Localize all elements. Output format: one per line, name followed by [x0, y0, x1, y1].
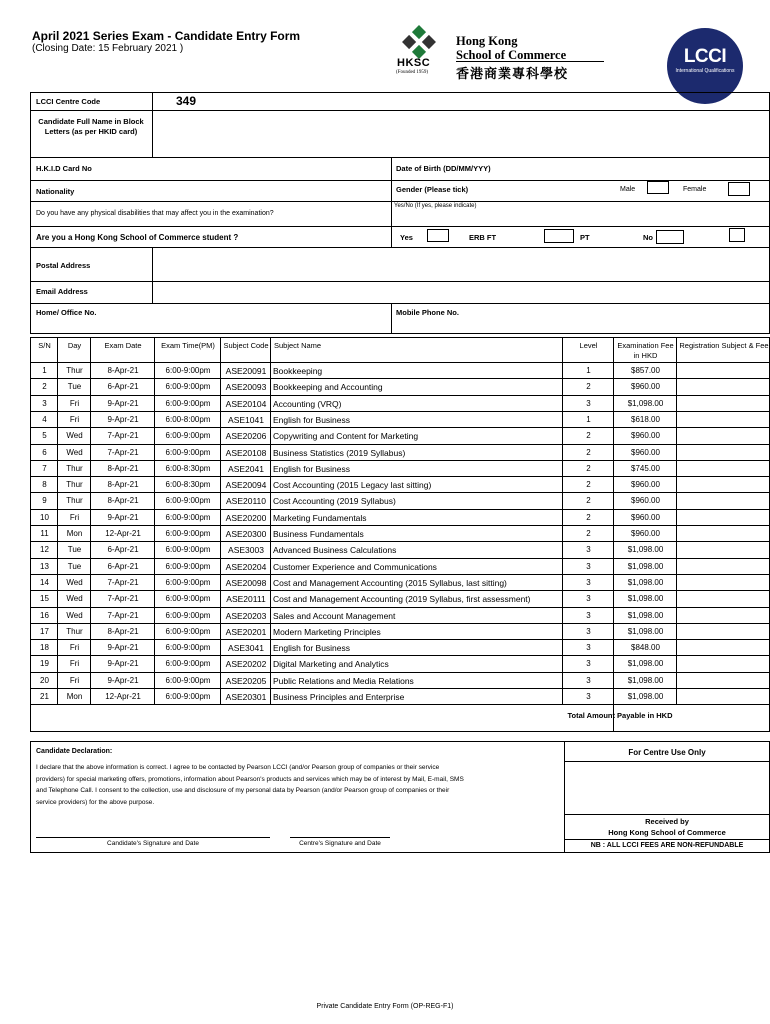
registration-cell-field[interactable]: [678, 429, 769, 443]
cell-date: 7-Apr-21: [107, 431, 139, 440]
cell-time: 6:00-9:00pm: [165, 594, 211, 603]
cell-fee: $960.00: [631, 382, 660, 391]
cell-time: 6:00-8:30pm: [165, 480, 211, 489]
cell-day: Wed: [66, 578, 83, 587]
registration-cell-field[interactable]: [678, 527, 769, 541]
cell-date: 7-Apr-21: [107, 611, 139, 620]
candidate-signature-label: Candidate's Signature and Date: [107, 840, 199, 847]
erb-ft-checkbox[interactable]: [544, 229, 574, 243]
cell-sn: 4: [42, 415, 47, 424]
full-name-field[interactable]: [153, 111, 769, 156]
cell-subject-name: Business Principles and Enterprise: [273, 692, 405, 702]
cell-level: 3: [586, 611, 591, 620]
cell-fee: $1,098.00: [627, 692, 664, 701]
cell-level: 3: [586, 676, 591, 685]
subject-table: [30, 337, 770, 732]
cell-day: Thur: [66, 496, 83, 505]
cell-sn: 3: [42, 399, 47, 408]
cell-subject-name: Cost Accounting (2019 Syllabus): [273, 496, 396, 506]
dob-label: Date of Birth (DD/MM/YYY): [396, 164, 491, 173]
male-checkbox[interactable]: [647, 181, 669, 194]
cell-date: 6-Apr-21: [107, 545, 139, 554]
cell-subject-code: ASE20204: [225, 562, 267, 572]
registration-cell-field[interactable]: [678, 609, 769, 623]
cell-fee: $1,098.00: [627, 562, 664, 571]
cell-level: 2: [586, 513, 591, 522]
cell-date: 7-Apr-21: [107, 578, 139, 587]
cell-day: Tue: [67, 562, 82, 571]
header-registration: Registration Subject & Fee: [679, 341, 769, 350]
cell-sn: 15: [40, 594, 49, 603]
cell-level: 3: [586, 659, 591, 668]
cell-subject-code: ASE20206: [225, 431, 267, 441]
centre-use-heading: For Centre Use Only: [628, 748, 706, 757]
cell-fee: $857.00: [631, 366, 660, 375]
cell-subject-name: Marketing Fundamentals: [273, 513, 367, 523]
cell-subject-code: ASE20104: [225, 399, 267, 409]
cell-level: 3: [586, 627, 591, 636]
cell-sn: 1: [42, 366, 47, 375]
hksc-logo-text: HKSC: [397, 57, 431, 69]
cell-sn: 9: [42, 496, 47, 505]
cell-subject-code: ASE20108: [225, 448, 267, 458]
erb-ft-label: ERB FT: [469, 233, 497, 242]
cell-sn: 8: [42, 480, 47, 489]
cell-subject-code: ASE2041: [228, 464, 264, 474]
cell-subject-code: ASE20200: [225, 513, 267, 523]
cell-date: 12-Apr-21: [105, 529, 141, 538]
email-field[interactable]: [153, 282, 769, 302]
yes-label: Yes: [400, 233, 413, 242]
cell-sn: 11: [40, 529, 49, 538]
form-title: April 2021 Series Exam - Candidate Entry Form: [32, 29, 301, 43]
declaration-text: I declare that the above information is correct. I agree to be contacted by Pearson LCCI (and/or Pearson group of companies or their service providers) for special marketing offers, promotions, information about Pearson's products and services which may be of interest by Mail, E-mail, SMS and Telephone Call. I consent to the collection, use and disclosure of my personal data by Pearson (and/or Pearson group of companies or their service providers) for the above purpose.: [36, 764, 464, 806]
cell-sn: 7: [42, 464, 47, 473]
gender-label: Gender (Please tick): [396, 185, 469, 194]
cell-subject-code: ASE20205: [225, 676, 267, 686]
registration-cell-field[interactable]: [678, 446, 769, 460]
form-footer: Private Candidate Entry Form (OP-REG-F1): [316, 1003, 454, 1010]
cell-level: 2: [586, 448, 591, 457]
cell-time: 6:00-8:30pm: [165, 464, 211, 473]
cell-level: 2: [586, 464, 591, 473]
lcci-logo-sub: International Qualifications: [675, 68, 735, 74]
cell-subject-name: Bookkeeping and Accounting: [273, 382, 383, 392]
female-label: Female: [683, 186, 707, 193]
cell-fee: $745.00: [631, 464, 660, 473]
cell-date: 7-Apr-21: [107, 594, 139, 603]
hksc-logo: [394, 25, 444, 79]
hkid-label: H.K.I.D Card No: [36, 164, 92, 173]
cell-subject-code: ASE20202: [225, 659, 267, 669]
cell-sn: 13: [40, 562, 49, 571]
cell-date: 8-Apr-21: [107, 480, 139, 489]
registration-cell-field[interactable]: [678, 641, 769, 655]
cell-sn: 12: [40, 545, 49, 554]
cell-subject-name: Cost and Management Accounting (2015 Syllabus, last sitting): [273, 578, 507, 588]
centre-code-label: LCCI Centre Code: [36, 97, 101, 106]
received-school-label: Hong Kong School of Commerce: [608, 828, 726, 837]
cell-time: 6:00-9:00pm: [165, 545, 211, 554]
cell-subject-code: ASE20093: [225, 382, 267, 392]
cell-level: 3: [586, 399, 591, 408]
postal-address-label: Postal Address: [36, 261, 91, 270]
header-day: Day: [67, 341, 82, 350]
cell-date: 12-Apr-21: [105, 692, 141, 701]
cell-time: 6:00-9:00pm: [165, 692, 211, 701]
cell-subject-name: Sales and Account Management: [273, 611, 396, 621]
cell-level: 3: [586, 578, 591, 587]
full-name-label: Candidate Full Name in Block Letters (as per HKID card): [38, 117, 144, 136]
cell-time: 6:00-9:00pm: [165, 659, 211, 668]
header-level: Level: [579, 341, 598, 350]
cell-subject-name: Business Fundamentals: [273, 529, 364, 539]
cell-level: 2: [586, 480, 591, 489]
cell-sn: 2: [42, 382, 47, 391]
cell-subject-code: ASE20300: [225, 529, 267, 539]
cell-level: 2: [586, 496, 591, 505]
cell-fee: $960.00: [631, 513, 660, 522]
cell-sn: 5: [42, 431, 47, 440]
cell-day: Mon: [66, 692, 83, 701]
cell-fee: $848.00: [631, 643, 660, 652]
female-checkbox[interactable]: [728, 182, 750, 196]
header-exam-date: Exam Date: [104, 341, 142, 350]
received-by-label: Received by: [645, 817, 689, 826]
cell-time: 6:00-9:00pm: [165, 562, 211, 571]
pt-label: PT: [580, 233, 590, 242]
lcci-logo-text: LCCI: [683, 46, 727, 67]
cell-date: 9-Apr-21: [107, 659, 139, 668]
cell-subject-code: ASE1041: [228, 415, 264, 425]
cell-subject-name: Cost Accounting (2015 Legacy last sitting): [273, 480, 432, 490]
cell-date: 8-Apr-21: [107, 496, 139, 505]
cell-subject-code: ASE20111: [226, 594, 266, 604]
cell-date: 9-Apr-21: [107, 415, 139, 424]
cell-subject-name: English for Business: [273, 464, 351, 474]
cell-subject-name: Customer Experience and Communications: [273, 562, 437, 572]
cell-subject-code: ASE20110: [225, 496, 266, 506]
cell-sn: 6: [42, 448, 47, 457]
cell-level: 2: [586, 431, 591, 440]
registration-cell-field[interactable]: [678, 511, 769, 525]
registration-cell-field[interactable]: [678, 657, 769, 671]
centre-code-value: 349: [176, 94, 197, 108]
registration-cell-field[interactable]: [678, 625, 769, 639]
nationality-field[interactable]: [153, 181, 390, 200]
cell-level: 3: [586, 545, 591, 554]
cell-day: Fri: [69, 643, 80, 652]
cell-day: Mon: [66, 529, 83, 538]
registration-cell-field[interactable]: [678, 413, 769, 427]
cell-sn: 10: [40, 513, 49, 522]
header-exam-time: Exam Time(PM): [161, 341, 215, 350]
closing-date: (Closing Date: 15 February 2021 ): [32, 43, 184, 54]
school-name-divider: [456, 61, 604, 62]
no-checkbox[interactable]: [729, 228, 745, 242]
cell-time: 6:00-9:00pm: [165, 627, 211, 636]
cell-subject-name: Advanced Business Calculations: [273, 545, 397, 555]
cell-time: 6:00-9:00pm: [165, 431, 211, 440]
cell-day: Wed: [66, 611, 83, 620]
cell-date: 8-Apr-21: [107, 366, 139, 375]
cell-time: 6:00-9:00pm: [165, 513, 211, 522]
registration-cell-field[interactable]: [678, 543, 769, 557]
cell-subject-name: Bookkeeping: [273, 366, 323, 376]
cell-date: 6-Apr-21: [107, 562, 139, 571]
cell-time: 6:00-9:00pm: [165, 676, 211, 685]
header-sn: S/N: [38, 341, 51, 350]
disability-label: Do you have any physical disabilities that may affect you in the examination?: [36, 210, 274, 217]
cell-day: Fri: [69, 513, 80, 522]
cell-date: 9-Apr-21: [107, 643, 139, 652]
cell-date: 6-Apr-21: [107, 382, 139, 391]
cell-subject-code: ASE20091: [225, 366, 267, 376]
mobile-label: Mobile Phone No.: [396, 308, 459, 317]
cell-time: 6:00-9:00pm: [165, 611, 211, 620]
cell-level: 1: [586, 415, 591, 424]
registration-cell-field[interactable]: [678, 592, 769, 606]
cell-subject-name: Public Relations and Media Relations: [273, 676, 414, 686]
registration-cell-field[interactable]: [678, 560, 769, 574]
cell-level: 3: [586, 643, 591, 652]
cell-subject-name: Accounting (VRQ): [273, 399, 342, 409]
cell-date: 7-Apr-21: [107, 448, 139, 457]
registration-cell-field[interactable]: [678, 674, 769, 688]
cell-sn: 19: [40, 659, 49, 668]
email-label: Email Address: [36, 287, 88, 296]
cell-time: 6:00-9:00pm: [165, 448, 211, 457]
cell-day: Fri: [69, 415, 80, 424]
cell-subject-name: Copywriting and Content for Marketing: [273, 431, 419, 441]
cell-day: Wed: [66, 431, 83, 440]
cell-sn: 20: [40, 676, 49, 685]
header-fee: Examination Fee in HKD: [617, 341, 674, 360]
cell-subject-code: ASE20201: [225, 627, 267, 637]
school-name-line1: Hong Kong: [456, 34, 518, 48]
cell-day: Fri: [69, 676, 80, 685]
cell-day: Wed: [66, 594, 83, 603]
cell-subject-code: ASE3003: [228, 545, 264, 555]
cell-fee: $1,098.00: [627, 611, 664, 620]
male-label: Male: [620, 186, 636, 193]
school-name-line2: School of Commerce: [456, 48, 567, 62]
cell-fee: $618.00: [631, 415, 660, 424]
cell-date: 9-Apr-21: [107, 676, 139, 685]
cell-time: 6:00-9:00pm: [165, 366, 211, 375]
cell-date: 8-Apr-21: [107, 464, 139, 473]
cell-day: Tue: [67, 382, 82, 391]
cell-day: Thur: [66, 464, 83, 473]
cell-level: 3: [586, 692, 591, 701]
cell-subject-name: English for Business: [273, 415, 351, 425]
pt-checkbox[interactable]: [656, 230, 684, 244]
cell-sn: 16: [40, 611, 49, 620]
postal-address-field[interactable]: [153, 248, 769, 280]
disability-hint: Yes/No (If yes, please indicate): [394, 203, 477, 209]
cell-subject-name: Digital Marketing and Analytics: [273, 659, 389, 669]
header-subject-name: Subject Name: [274, 341, 322, 350]
cell-time: 6:00-9:00pm: [165, 399, 211, 408]
cell-fee: $960.00: [631, 448, 660, 457]
cell-fee: $960.00: [631, 431, 660, 440]
disability-field[interactable]: [392, 211, 769, 225]
cell-fee: $1,098.00: [627, 659, 664, 668]
hksc-student-label: Are you a Hong Kong School of Commerce student ?: [36, 233, 239, 242]
cell-fee: $1,098.00: [627, 676, 664, 685]
total-amount-field[interactable]: [678, 706, 769, 731]
school-name-en: [456, 34, 566, 62]
cell-fee: $960.00: [631, 496, 660, 505]
cell-time: 6:00-9:00pm: [165, 643, 211, 652]
cell-sn: 21: [40, 692, 49, 701]
cell-date: 9-Apr-21: [107, 399, 139, 408]
phone-label: Home/ Office No.: [36, 308, 97, 317]
registration-cell-field[interactable]: [678, 576, 769, 590]
registration-cell-field[interactable]: [678, 380, 769, 394]
cell-time: 6:00-9:00pm: [165, 496, 211, 505]
cell-subject-name: Business Statistics (2019 Syllabus): [273, 448, 406, 458]
cell-date: 9-Apr-21: [107, 513, 139, 522]
registration-cell-field[interactable]: [678, 494, 769, 508]
nationality-label: Nationality: [36, 187, 75, 196]
cell-day: Fri: [69, 659, 80, 668]
declaration-heading: Candidate Declaration:: [36, 748, 113, 755]
no-label: No: [643, 233, 653, 242]
school-name-zh: 香港商業專科學校: [456, 67, 569, 82]
registration-cell-field[interactable]: [678, 690, 769, 704]
cell-subject-code: ASE20098: [225, 578, 267, 588]
registration-cell-field[interactable]: [678, 397, 769, 411]
cell-fee: $1,098.00: [627, 578, 664, 587]
cell-fee: $1,098.00: [627, 545, 664, 554]
cell-subject-code: ASE20203: [225, 611, 267, 621]
cell-day: Thur: [66, 480, 83, 489]
candidate-signature-field[interactable]: [36, 815, 270, 836]
cell-level: 3: [586, 594, 591, 603]
registration-cell-field[interactable]: [678, 364, 769, 378]
cell-subject-name: Cost and Management Accounting (2019 Syllabus, first assessment): [273, 594, 531, 604]
registration-cell-field[interactable]: [678, 478, 769, 492]
cell-fee: $960.00: [631, 480, 660, 489]
cell-day: Thur: [66, 366, 83, 375]
registration-cell-field[interactable]: [678, 462, 769, 476]
cell-time: 6:00-9:00pm: [165, 382, 211, 391]
cell-day: Fri: [69, 399, 80, 408]
yes-checkbox[interactable]: [427, 229, 449, 242]
cell-sn: 17: [40, 627, 49, 636]
hksc-founded: (Founded 1959): [396, 70, 429, 75]
cell-day: Tue: [67, 545, 82, 554]
cell-level: 2: [586, 529, 591, 538]
cell-time: 6:00-9:00pm: [165, 529, 211, 538]
cell-subject-code: ASE3041: [228, 643, 264, 653]
cell-level: 3: [586, 562, 591, 571]
cell-day: Thur: [66, 627, 83, 636]
non-refundable-note: NB : ALL LCCI FEES ARE NON-REFUNDABLE: [590, 842, 744, 849]
header-subject-code: Subject Code: [223, 341, 269, 350]
cell-fee: $1,098.00: [627, 627, 664, 636]
cell-subject-code: ASE20301: [225, 692, 267, 702]
cell-date: 8-Apr-21: [107, 627, 139, 636]
cell-day: Wed: [66, 448, 83, 457]
cell-subject-name: Modern Marketing Principles: [273, 627, 381, 637]
cell-level: 1: [586, 366, 591, 375]
total-amount-label: Total Amount Payable in HKD: [567, 711, 673, 721]
cell-fee: $960.00: [631, 529, 660, 538]
cell-subject-name: English for Business: [273, 643, 351, 653]
cell-sn: 14: [40, 578, 49, 587]
cell-level: 2: [586, 382, 591, 391]
cell-time: 6:00-9:00pm: [165, 578, 211, 587]
cell-time: 6:00-8:00pm: [165, 415, 211, 424]
hkid-field[interactable]: [153, 158, 390, 179]
cell-subject-code: ASE20094: [225, 480, 267, 490]
cell-fee: $1,098.00: [627, 594, 664, 603]
centre-signature-label: Centre's Signature and Date: [299, 840, 381, 847]
cell-sn: 18: [40, 643, 49, 652]
cell-fee: $1,098.00: [627, 399, 664, 408]
